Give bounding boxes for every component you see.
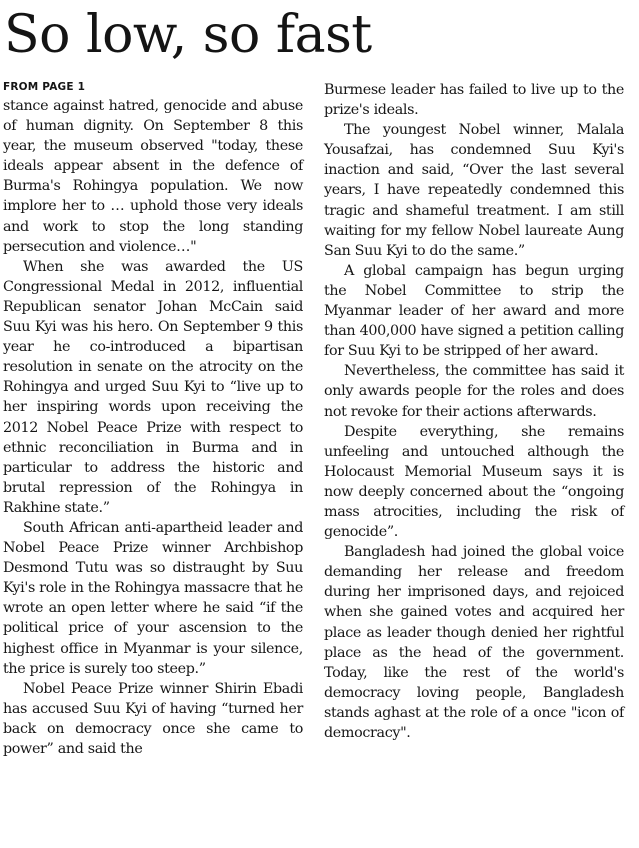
paragraph: Bangladesh had joined the global voice demanding her release and freedom during her imprisoned days, and rejoiced when she gained votes and acquired her place as leader though denied her rightful place as the head of the government. Today, like the rest of the world's democracy loving people, Bangladesh stands aghast at the role of a once "icon of democracy". [324,544,624,741]
paragraph: Despite everything, she remains unfeeling and untouched although the Holocaust Memorial Museum says it is now deeply concerned about the “ongoing mass atrocities, including the risk of genocide”. [324,423,624,541]
paragraph: A global campaign has begun urging the Nobel Committee to strip the Myanmar leader of her award and more than 400,000 have signed a petition calling for Suu Kyi to be stripped of her award. [324,262,624,360]
paragraph: Nevertheless, the committee has said it only awards people for the roles and does not revoke for their actions afterwards. [324,363,624,420]
paragraph: South African anti-apartheid leader and Nobel Peace Prize winner Archbishop Desmond Tutu was so distraught by Suu Kyi's role in the Rohingya massacre that he wrote an open letter where he said “if the political price of your ascension to the highest office in Myanmar is your silence, the price is surely too steep.” [3,519,303,677]
paragraph: The youngest Nobel winner, Malala Yousafzai, has condemned Suu Kyi's inaction and said, “Over the last several years, I have repeatedly condemned this tragic and shameful treatment. I am still waiting for my fellow Nobel laureate Aung San Suu Kyi to do the same.” [324,122,624,259]
article-column-right [324,80,624,743]
paragraph: Burmese leader has failed to live up to the prize's ideals. [324,82,624,119]
headline: So low, so fast [4,5,372,65]
article-column-left [3,80,303,759]
continuation-kicker: FROM PAGE 1 [3,81,86,93]
paragraph: stance against hatred, genocide and abuse of human dignity. On September 8 this year, the museum observed "today, these ideals appear absent in the defence of Burma's Rohingya population. We now implore her to … uphold those very ideals and work to stop the long standing persecution and violence…" [3,98,303,255]
paragraph: When she was awarded the US Congressional Medal in 2012, influential Republican senator Johan McCain said Suu Kyi was his hero. On September 9 this year he co-introduced a bipartisan resolution in senate on the atrocity on the Rohingya and urged Suu Kyi to “live up to her inspiring words upon receiving the 2012 Nobel Peace Prize with respect to ethnic reconciliation in Burma and in particular to address the historic and brutal repression of the Rohingya in Rakhine state.” [3,258,303,516]
paragraph: Nobel Peace Prize winner Shirin Ebadi has accused Suu Kyi of having “turned her back on democracy once she came to power” and said the [3,680,303,757]
